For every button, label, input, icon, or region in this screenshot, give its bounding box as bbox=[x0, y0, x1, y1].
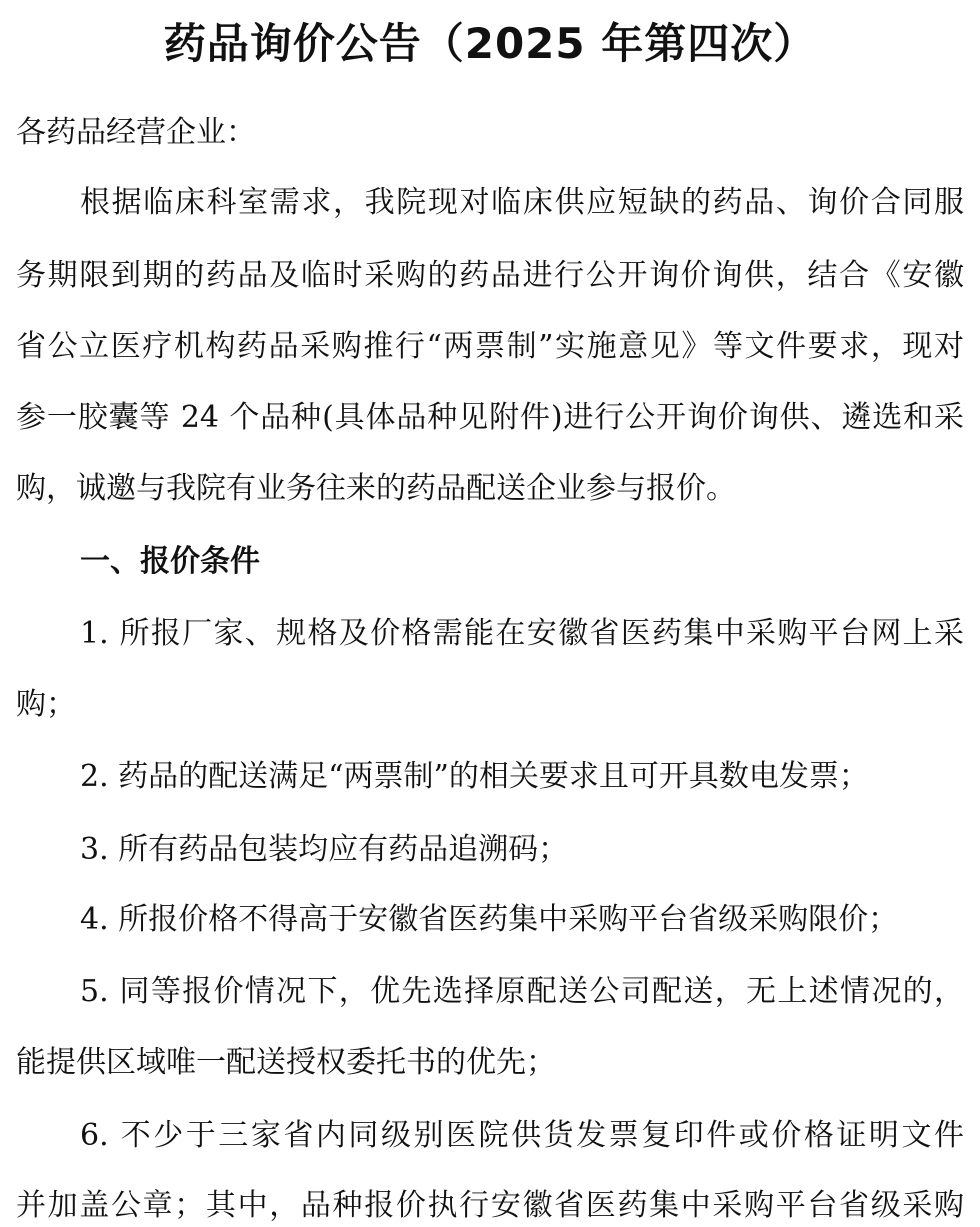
condition-1-line-1: 1. 所报厂家、规格及价格需能在安徽省医药集中采购平台网上采 bbox=[80, 616, 964, 651]
condition-4: 4. 所报价格不得高于安徽省医药集中采购平台省级采购限价； bbox=[80, 902, 899, 937]
section-heading: 一、报价条件 bbox=[80, 544, 260, 579]
intro-line-1: 根据临床科室需求，我院现对临床供应短缺的药品、询价合同服 bbox=[80, 185, 964, 220]
condition-6-line-2: 并加盖公章；其中，品种报价执行安徽省医药集中采购平台省级采购 bbox=[16, 1188, 964, 1223]
intro-line-2: 务期限到期的药品及临时采购的药品进行公开询价询供，结合《安徽 bbox=[16, 258, 964, 293]
condition-3: 3. 所有药品包装均应有药品追溯码； bbox=[80, 832, 569, 867]
condition-6-line-1: 6. 不少于三家省内同级别医院供货发票复印件或价格证明文件 bbox=[80, 1118, 964, 1153]
condition-2: 2. 药品的配送满足“两票制”的相关要求且可开具数电发票； bbox=[80, 759, 869, 794]
intro-line-3: 省公立医疗机构药品采购推行“两票制”实施意见》等文件要求，现对 bbox=[16, 329, 964, 364]
condition-1-line-2: 购； bbox=[16, 687, 76, 722]
intro-line-5: 购，诚邀与我院有业务往来的药品配送企业参与报价。 bbox=[16, 471, 736, 506]
intro-line-4: 参一胶囊等 24 个品种(具体品种见附件)进行公开询价询供、遴选和采 bbox=[16, 400, 964, 435]
page-title: 药品询价公告（2025 年第四次） bbox=[163, 19, 817, 68]
salutation: 各药品经营企业： bbox=[16, 115, 256, 150]
condition-5-line-2: 能提供区域唯一配送授权委托书的优先； bbox=[16, 1045, 556, 1080]
condition-5-line-1: 5. 同等报价情况下，优先选择原配送公司配送，无上述情况的， bbox=[80, 974, 964, 1009]
